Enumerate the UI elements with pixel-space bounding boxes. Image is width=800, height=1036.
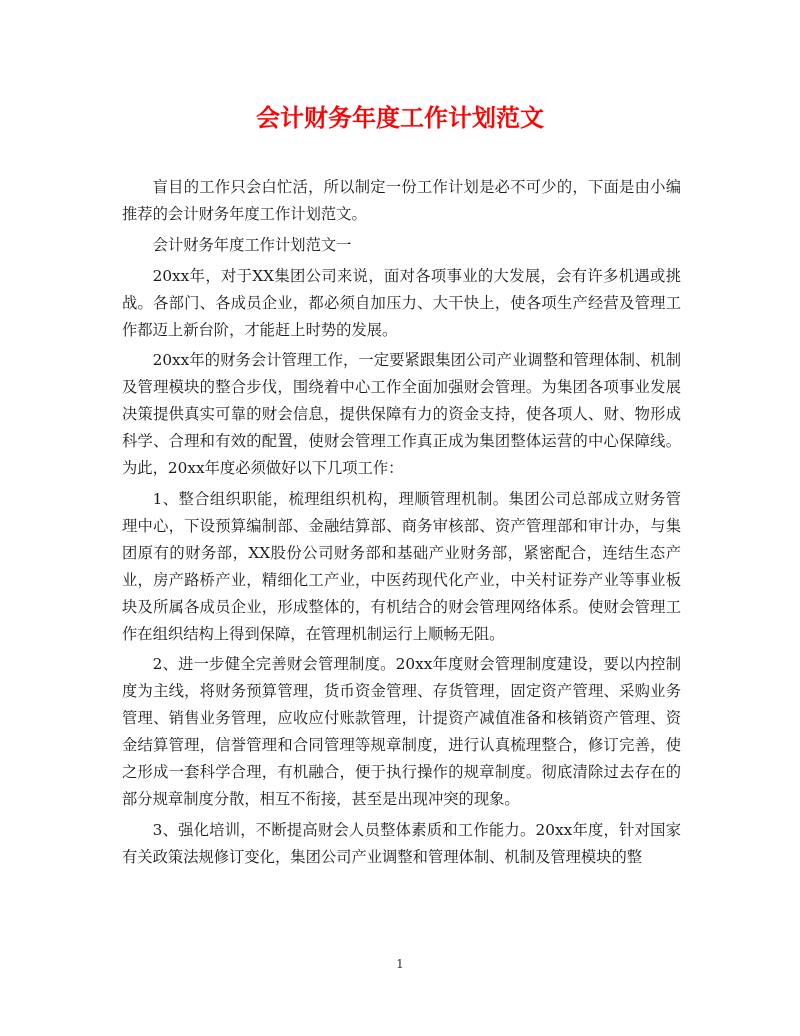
paragraph-item-3: 3、强化培训，不断提高财会人员整体素质和工作能力。20xx年度，针对国家有关政策法规修订变化，集团公司产业调整和管理体制、机制及管理模块的整	[122, 820, 681, 866]
page-number: 1	[396, 957, 404, 971]
paragraph-intro: 盲目的工作只会白忙活，所以制定一份工作计划是必不可少的，下面是由小编推荐的会计财务年度工作计划范文。	[122, 178, 681, 223]
section-heading: 会计财务年度工作计划范文一	[152, 235, 352, 254]
paragraph-item-1: 1、整合组织职能，梳理组织机构，理顺管理机制。集团公司总部成立财务管理中心，下设预算编制部、金融结算部、商务审核部、资产管理部和审计办，与集团原有的财务部，XX股份公司财务部和基础产业财务部，紧密配合，连结生态产业，房产路桥产业，精细化工产业，中医药现代化产业，中关村证券产业等事业板块及所属各成员企业，形成整体的，有机结合的财会管理网络体系。使财会管理工作在组织结构上得到保障，在管理机制运行上顺畅无阻。	[122, 489, 681, 643]
paragraph: 20xx年的财务会计管理工作，一定要紧跟集团公司产业调整和管理体制、机制及管理模块的整合步伐，围绕着中心工作全面加强财会管理。为集团各项事业发展决策提供真实可靠的财会信息，提供保障有力的资金支持，使各项人、财、物形成科学、合理和有效的配置，使财会管理工作真正成为集团整体运营的中心保障线。为此，20xx年度必须做好以下几项工作：	[122, 351, 681, 478]
document-body	[122, 174, 681, 875]
paragraph: 20xx年，对于XX集团公司来说，面对各项事业的大发展，会有许多机遇或挑战。各部门、各成员企业，都必须自加压力、大干快上，使各项生产经营及管理工作都迈上新台阶，才能赶上时势的发展。	[122, 266, 681, 339]
paragraph-item-2: 2、进一步健全完善财会管理制度。20xx年度财会管理制度建设，要以内控制度为主线，将财务预算管理，货币资金管理、存货管理，固定资产管理、采购业务管理、销售业务管理，应收应付账款管理，计提资产减值准备和核销资产管理、资金结算管理，信誉管理和合同管理等规章制度，进行认真梳理整合，修订完善，使之形成一套科学合理，有机融合，便于执行操作的规章制度。彻底清除过去存在的部分规章制度分散，相互不衔接，甚至是出现冲突的现象。	[122, 655, 681, 808]
document-title: 会计财务年度工作计划范文	[256, 103, 544, 132]
